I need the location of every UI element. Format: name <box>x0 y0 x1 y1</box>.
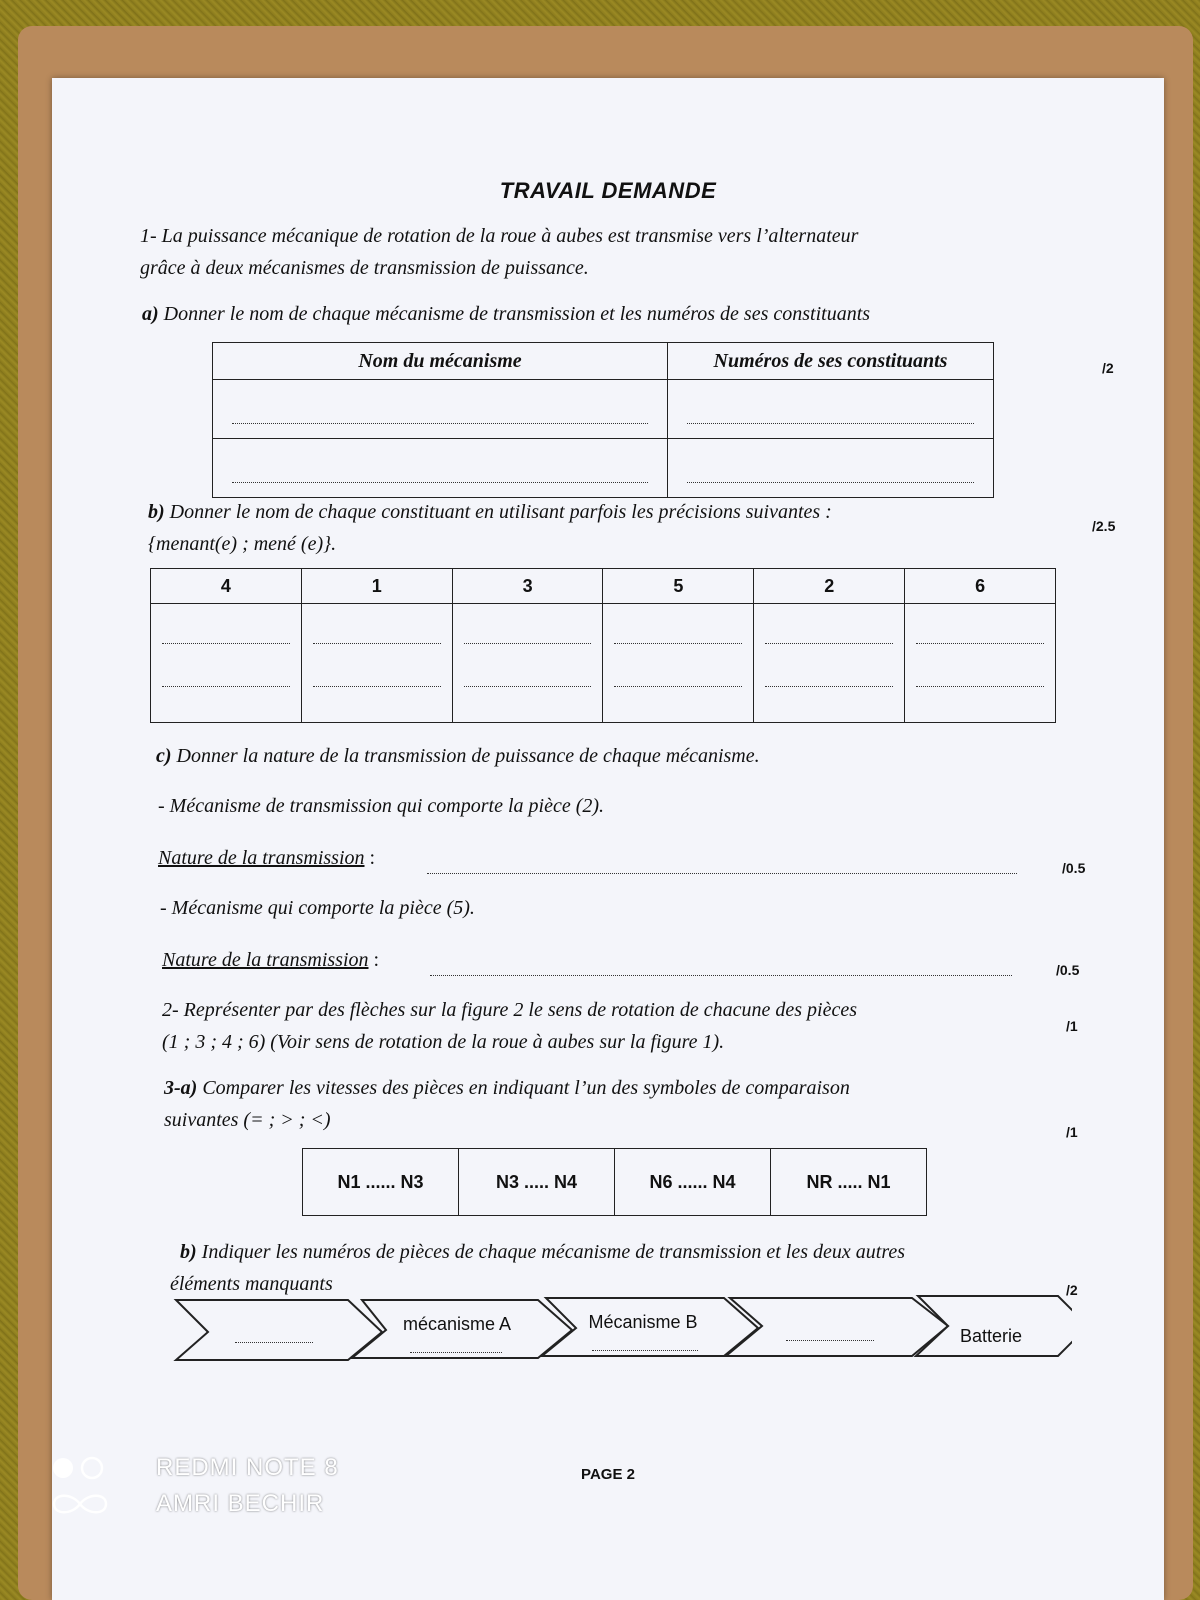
answer-cell[interactable] <box>603 604 754 723</box>
speed-comparison-table <box>302 1148 927 1216</box>
table-row <box>213 439 994 498</box>
q3a-score: /1 <box>1066 1124 1078 1140</box>
nature-answer-line-1[interactable] <box>427 873 1017 874</box>
answer-cell[interactable] <box>213 380 668 439</box>
q1c-score1: /0.5 <box>1062 860 1086 876</box>
q3b-score: /2 <box>1066 1282 1078 1298</box>
q2-score: /1 <box>1066 1018 1078 1034</box>
chain-step-4[interactable] <box>726 1298 948 1356</box>
watermark-device: REDMI NOTE 8 <box>156 1454 339 1481</box>
answer-cell[interactable] <box>668 380 994 439</box>
table-row <box>213 380 994 439</box>
battery-label: Batterie <box>959 1326 1023 1346</box>
header-part-1: 1 <box>301 569 452 604</box>
q3b-missing: éléments manquants <box>170 1273 333 1295</box>
header-components: Numéros de ses constituants <box>668 343 994 380</box>
q1-intro-line1: 1- La puissance mécanique de rotation de la roue à aubes est transmise vers l’alternateur <box>140 225 859 247</box>
q3b-instruction: b) Indiquer les numéros de pièces de chaque mécanisme de transmission et les deux autres <box>180 1241 906 1263</box>
header-part-2: 2 <box>754 569 905 604</box>
q3a-symbols: suivantes (= ; > ; <) <box>164 1109 331 1131</box>
q1c-score2: /0.5 <box>1056 962 1080 978</box>
page-number: PAGE 2 <box>581 1466 635 1483</box>
page-title: TRAVAIL DEMANDE <box>499 178 717 203</box>
mechanism-a-label: mécanisme A <box>402 1314 512 1334</box>
q1b-instruction: b) Donner le nom de chaque constituant en utilisant parfois les précisions suivantes : <box>148 501 832 523</box>
exam-page <box>52 78 1164 1600</box>
chain-blank-1[interactable] <box>235 1342 313 1343</box>
header-part-4: 4 <box>151 569 302 604</box>
q1a-instruction: a) Donner le nom de chaque mécanisme de transmission et les numéros de ses constituants <box>142 303 871 325</box>
nature-label-2: Nature de la transmission : <box>162 949 380 971</box>
camera-dots-icon <box>52 1453 132 1483</box>
q2-line2: (1 ; 3 ; 4 ; 6) (Voir sens de rotation de la roue à aubes sur la figure 1). <box>162 1031 725 1053</box>
chain-blank-4[interactable] <box>786 1340 874 1341</box>
header-mechanism-name: Nom du mécanisme <box>213 343 668 380</box>
answer-cell[interactable] <box>754 604 905 723</box>
q1b-score: /2.5 <box>1092 518 1116 534</box>
answer-cell[interactable] <box>213 439 668 498</box>
q1c-instruction: c) Donner la nature de la transmission de puissance de chaque mécanisme. <box>156 745 760 767</box>
comparison-n3-n4[interactable]: N3 ..... N4 <box>459 1149 615 1216</box>
header-part-3: 3 <box>452 569 603 604</box>
q1c-item2: - Mécanisme qui comporte la pièce (5). <box>160 897 475 919</box>
q1c-item1: - Mécanisme de transmission qui comporte la pièce (2). <box>158 795 605 817</box>
q1a-score: /2 <box>1102 360 1114 376</box>
chain-step-1[interactable] <box>176 1300 382 1360</box>
header-part-6: 6 <box>905 569 1056 604</box>
infinity-loop-icon <box>52 1489 132 1519</box>
mechanism-a-blank[interactable] <box>410 1352 502 1353</box>
q1-intro-line2: grâce à deux mécanismes de transmission de puissance. <box>140 257 589 279</box>
q3a-instruction: 3-a) Comparer les vitesses des pièces en indiquant l’un des symboles de comparaison <box>164 1077 850 1099</box>
camera-watermark <box>52 1450 339 1522</box>
answer-cell[interactable] <box>452 604 603 723</box>
comparison-n6-n4[interactable]: N6 ...... N4 <box>615 1149 771 1216</box>
table-row <box>151 604 1056 723</box>
answer-cell[interactable] <box>301 604 452 723</box>
watermark-author: AMRI BECHIR <box>156 1490 325 1517</box>
mechanism-b-blank[interactable] <box>592 1350 698 1351</box>
q2-line1: 2- Représenter par des flèches sur la figure 2 le sens de rotation de chacune des pièces <box>162 999 858 1021</box>
answer-cell[interactable] <box>151 604 302 723</box>
answer-cell[interactable] <box>905 604 1056 723</box>
nature-answer-line-2[interactable] <box>430 975 1012 976</box>
comparison-n1-n3[interactable]: N1 ...... N3 <box>303 1149 459 1216</box>
components-table <box>150 568 1056 723</box>
comparison-nr-n1[interactable]: NR ..... N1 <box>771 1149 927 1216</box>
nature-label-1: Nature de la transmission : <box>158 847 376 869</box>
header-part-5: 5 <box>603 569 754 604</box>
mechanism-b-label: Mécanisme B <box>588 1312 698 1332</box>
answer-cell[interactable] <box>668 439 994 498</box>
mechanism-table <box>212 342 994 498</box>
q1b-precisions: {menant(e) ; mené (e)}. <box>148 533 337 555</box>
